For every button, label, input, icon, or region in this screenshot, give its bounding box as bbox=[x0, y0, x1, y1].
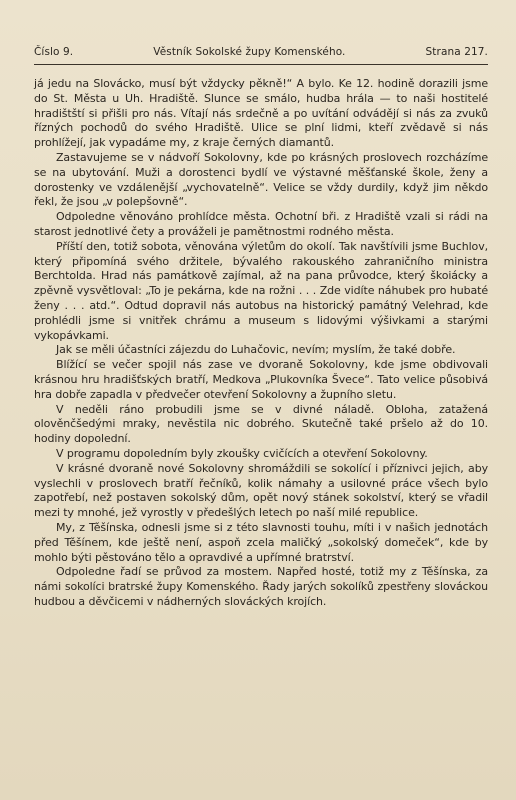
page-number: Strana 217. bbox=[425, 46, 488, 58]
header-rule bbox=[34, 64, 488, 65]
paragraph: V programu dopoledním byly zkoušky cvičících a otevření Sokolovny. bbox=[56, 446, 428, 460]
paragraph: My, z Těšínska, odnesli jsme si z této slavnosti touhu, míti i v našich jednotách před Těšínem, kde ještě není, aspoň zcela maličký „sokolský domeček“, kde by mohlo býti pěstováno tělo a opravdivé a upřímné bratrství. bbox=[34, 520, 488, 564]
paragraph: Jak se měli účastníci zájezdu do Luhačovic, nevím; myslím, že také dobře. bbox=[56, 343, 456, 357]
paragraph: Zastavujeme se v nádvoří Sokolovny, kde po krásných proslovech rozcházíme se na ubytování. Muži a dorostenci bydlí ve výstavné měšťanské škole, ženy a dorostenky ve vzdálenější „vychovatelně“. Velice se vždy durdily, když jim někdo řekl, že jsou „v polepšovně“. bbox=[34, 150, 488, 209]
article-body bbox=[34, 77, 488, 610]
paragraph: V krásné dvoraně nové Sokolovny shromáždili se sokolící i příznivci jejich, aby vyslechli v proslovech bratří řečníků, kolik námahy a usilovné práce všech bylo zapotřebí, než postaven sokolský dům, opět nový stánek sokolství, který se vřadil mezi ty mnohé, jež vyrostly v předešlých letech po naší milé republice. bbox=[34, 461, 488, 520]
paragraph: já jedu na Slovácko, musí být vždycky pěkně!“ A bylo. Ke 12. hodině dorazili jsme do St. Města u Uh. Hradiště. Slunce se smálo, hudba hrála — to naši hostitelé hradištští si přišli pro nás. Vítají nás srdečně a po uvítání odvádějí si nás za zvuků řízných pochodů do svého Hradiště. Ulice se plní lidmi, kteří zvědavě si nás prohlížejí, jak vypadáme my, z kraje černých diamantů. bbox=[34, 77, 488, 150]
paragraph: Odpoledne věnováno prohlídce města. Ochotní bři. z Hradiště vzali si rádi na starost jednotlivé čety a prováželi je pamětnostmi rodného města. bbox=[34, 210, 488, 238]
paragraph: Blížící se večer spojil nás zase ve dvoraně Sokolovny, kde jsme obdivovali krásnou hru hradišťských bratří, Medkova „Plukovníka Švece“. Tato velice působivá hra dobře zapadla v předvečer otevření Sokolovny a župního sletu. bbox=[34, 358, 488, 401]
paragraph: V neděli ráno probudili jsme se v divné náladě. Obloha, zatažená olověnčšedými mraky, nevěstila nic dobrého. Skutečně také pršelo až do 10. hodiny dopolední. bbox=[34, 402, 488, 446]
issue-number: Číslo 9. bbox=[34, 46, 74, 58]
paragraph: Odpoledne řadí se průvod za mostem. Napřed hosté, totiž my z Těšínska, za námi sokolíci bratrské župy Komenského. Řady jarých sokolíků zpestřeny slováckou hudbou a děvčicemi v nádherných slováckých krojích. bbox=[34, 565, 488, 608]
paragraph: Příští den, totiž sobota, věnována výletům do okolí. Tak navštívili jsme Buchlov, který připomíná svého držitele, bývalého rakouského zahraničního ministra Berchtolda. Hrad nás památkově zajímal, až na pana průvodce, který škoiácky a zpěvně vysvětloval: „To je pekárna, kde na rožni . . . Zde vidíte náhubek pro hubaté ženy . . . atd.“. Odtud dopravil nás autobus na historický památný Velehrad, kde prohlédli jsme si vnitřek chrámu a museum s lidovými výšivkami a starými vykopávkami. bbox=[34, 239, 488, 342]
journal-title: Věstník Sokolské župy Komenského. bbox=[153, 46, 346, 58]
running-header bbox=[34, 46, 488, 58]
